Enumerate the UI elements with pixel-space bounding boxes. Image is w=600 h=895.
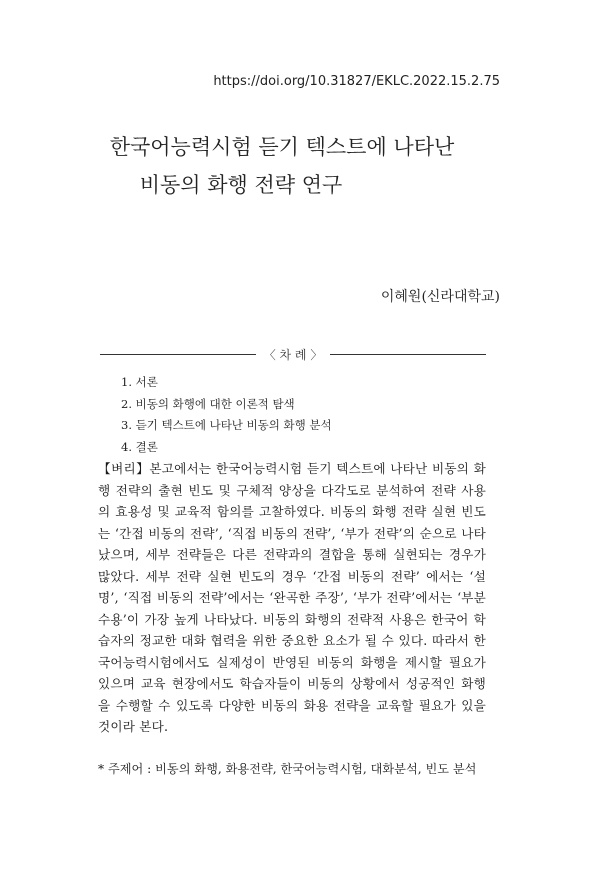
toc-item-introduction: 1. 서론 [121,375,158,389]
toc-item-analysis: 3. 듣기 텍스트에 나타난 비동의 화행 분석 [121,418,332,432]
paper-title [0,128,600,204]
table-of-contents [121,372,332,458]
toc-item-conclusion: 4. 결론 [121,439,158,454]
keywords: * 주제어 : 비동의 화행, 화용전략, 한국어능력시험, 대화분석, 빈도 분석 [98,762,477,776]
toc-item-theory: 2. 비동의 화행에 대한 이론적 탐색 [121,396,295,411]
title-line-1: 한국어능력시험 듣기 텍스트에 나타난 [109,135,455,159]
toc-rule-right [330,354,486,355]
toc-rule-left [100,354,256,355]
doi-link[interactable]: https://doi.org/10.31827/EKLC.2022.15.2.75 [213,74,500,89]
title-line-2: 비동의 화행 전략 연구 [139,173,343,197]
toc-heading-label: 〈 차 례 〉 [263,347,323,362]
author-affiliation: 이혜원(신라대학교) [380,289,500,305]
abstract-text: 【벼리】본고에서는 한국어능력시험 듣기 텍스트에 나타난 비동의 화행 전략의 출현 빈도 및 구체적 양상을 다각도로 분석하여 전략 사용의 효용성 및 교육적 함의를 고찰하였다. 비동의 화행 전략 실현 빈도는 ‘간접 비동의 전략’, ‘직접 비동의 전략’, ‘부가 전략’의 순으로 나타났으며, 세부 전략들은 다른 전략과의 결합을 통해 실현되는 경우가 많았다. 세부 전략 실현 빈도의 경우 ‘간접 비동의 전략’ 에서는 ‘설명’, ‘직접 비동의 전략’에서는 ‘완곡한 주장’, ‘부가 전략’에서는 ‘부분 수용’이 가장 높게 나타났다. 비동의 화행의 전략적 사용은 한국어 학습자의 정교한 대화 협력을 위한 중요한 요소가 될 수 있다. 따라서 한국어능력시험에서도 실제성이 반영된 비동의 화행을 제시할 필요가 있으며 교육 현장에서도 학습자들이 비동의 상황에서 성공적인 화행을 수행할 수 있도록 다양한 비동의 화용 전략을 교육할 필요가 있을 것이라 본다. [98,461,486,734]
toc-heading [100,344,486,364]
